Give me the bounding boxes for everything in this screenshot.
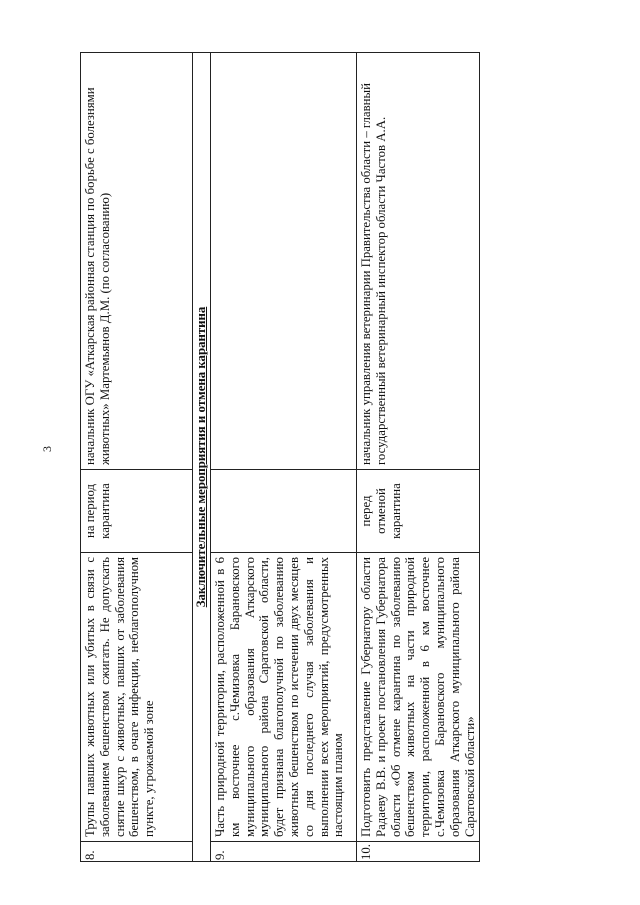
section-row — [193, 53, 211, 862]
table-row — [211, 53, 357, 862]
plan-table — [80, 52, 480, 862]
row-number: 8. — [81, 842, 193, 862]
measure-text: Подготовить представление Губернатору области Радаеву В.В. и проект постановления Губернатора области «Об отмене карантина по заболеванию бешенством животных на части природной территории, расположенной в 6 км восточнее с.Чемизовка Барановского муниципального образования Аткарского муниципального района Саратовской области» — [357, 553, 480, 842]
row-number: 9. — [211, 842, 357, 862]
term-cell: перед отменой карантина — [357, 470, 480, 553]
table-row — [81, 53, 193, 862]
responsible-cell: начальник ОГУ «Аткарская районная станция по борьбе с болезнями животных» Мартемьянов Д.М. (по согласованию) — [81, 53, 193, 470]
section-title: Заключительные мероприятия и отмена карантина — [193, 53, 211, 862]
measure-text: Трупы павших животных или убитых в связи с заболеванием бешенством сжигать. Не допускать снятие шкур с животных, павших от заболевания бешенством, в очаге инфекции, неблагополучном пункте, угрожаемой зоне — [81, 553, 193, 842]
term-cell — [211, 470, 357, 553]
term-cell: на период карантина — [81, 470, 193, 553]
row-number: 10. — [357, 842, 480, 862]
responsible-cell: начальник управления ветеринарии Правительства области – главный государственный ветеринарный инспектор области Частов А.А. — [357, 53, 480, 470]
measure-text: Часть природной территории, расположенной в 6 км восточнее с.Чемизовка Барановского муниципального образования Аткарского муниципального района Саратовской области, будет признана благополучной по заболеванию животных бешенством по истечении двух месяцев со дня последнего случая заболевания и выполнении всех мероприятий, предусмотренных настоящим планом — [211, 553, 357, 842]
rotated-table-sheet — [80, 52, 477, 862]
page-number: 3 — [40, 446, 54, 452]
responsible-cell — [211, 53, 357, 470]
table-row — [357, 53, 480, 862]
